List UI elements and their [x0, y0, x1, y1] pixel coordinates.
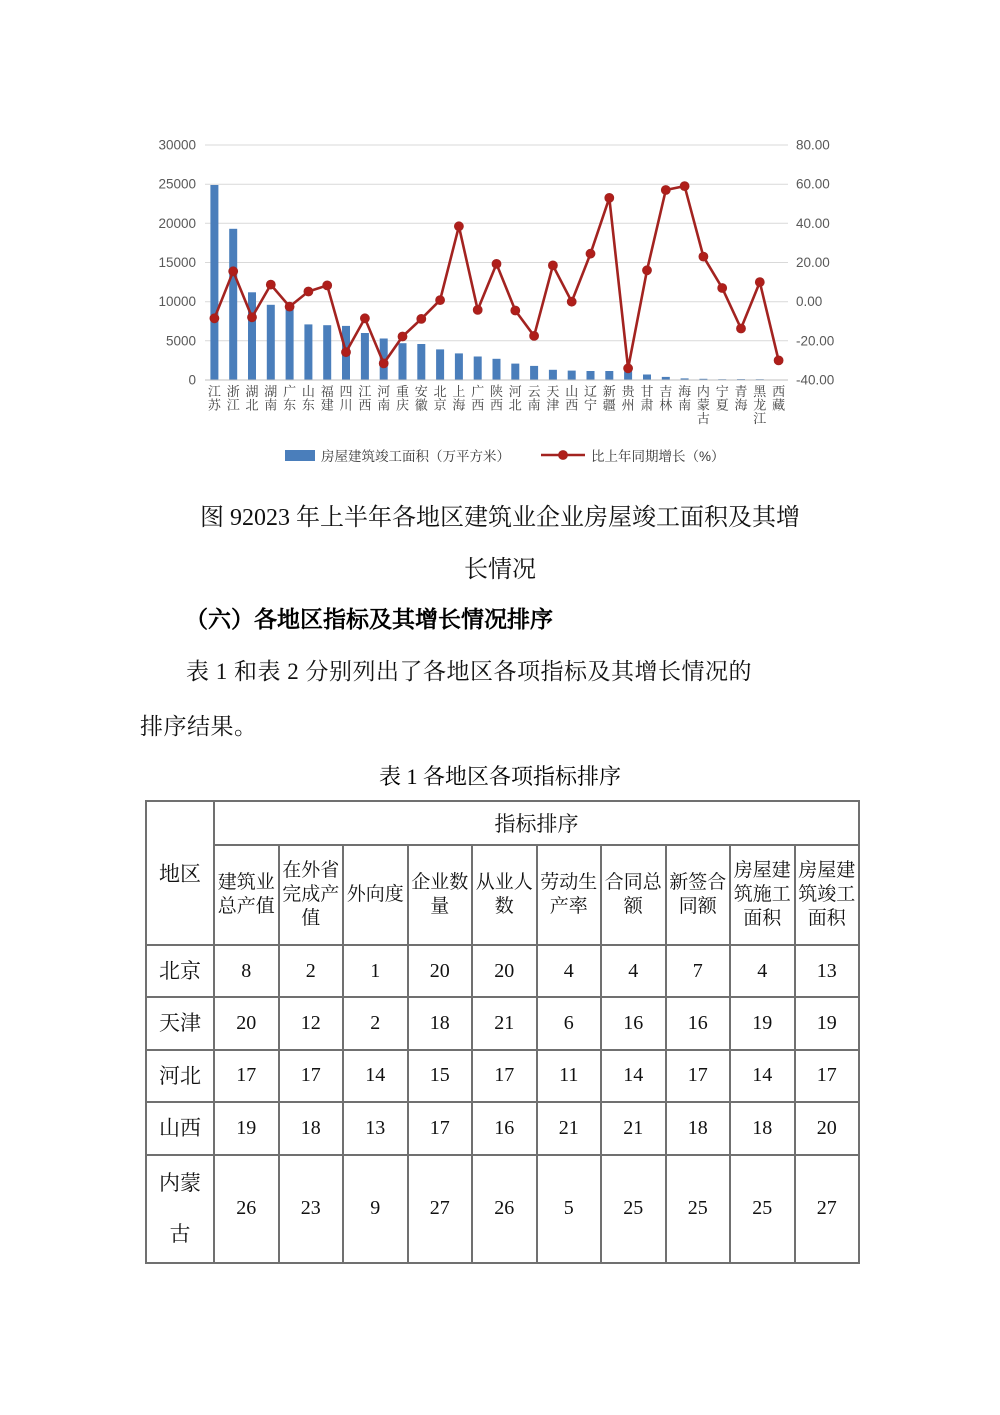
y-axis-left — [158, 138, 196, 388]
bar — [286, 308, 294, 380]
bar — [493, 359, 501, 380]
svg-text:湖南: 湖南 — [264, 384, 278, 413]
growth-marker — [737, 324, 746, 333]
svg-text:80.00: 80.00 — [796, 137, 830, 153]
growth-marker — [323, 281, 332, 290]
rank-value-cell: 17 — [666, 1050, 731, 1102]
svg-text:广西: 广西 — [471, 384, 485, 413]
table-row — [146, 1155, 859, 1263]
bar — [248, 292, 256, 380]
bar — [511, 364, 519, 380]
rank-value-cell: 7 — [666, 945, 731, 997]
svg-text:吉林: 吉林 — [659, 384, 673, 413]
growth-marker — [755, 278, 764, 287]
rank-value-cell: 26 — [472, 1155, 537, 1263]
svg-text:四川: 四川 — [339, 384, 353, 413]
region-column-header: 地区 — [146, 801, 214, 945]
growth-marker — [511, 306, 520, 315]
rank-value-cell: 25 — [730, 1155, 795, 1263]
indicator-header-9: 房屋建筑竣工面积 — [795, 845, 860, 945]
indicator-header-3: 企业数量 — [408, 845, 473, 945]
rank-value-cell: 19 — [795, 997, 860, 1049]
growth-marker — [643, 266, 652, 275]
indicator-header-4: 从业人数 — [472, 845, 537, 945]
rank-value-cell: 20 — [795, 1102, 860, 1154]
ranking-table-body — [146, 945, 859, 1263]
rank-value-cell: 20 — [214, 997, 279, 1049]
growth-marker — [248, 313, 257, 322]
rank-value-cell: 14 — [601, 1050, 666, 1102]
svg-text:10000: 10000 — [158, 294, 196, 310]
rank-value-cell: 4 — [601, 945, 666, 997]
region-cell: 河北 — [146, 1050, 214, 1102]
rank-value-cell: 21 — [472, 997, 537, 1049]
svg-text:甘肃: 甘肃 — [640, 384, 654, 413]
svg-text:宁夏: 宁夏 — [715, 384, 729, 413]
svg-text:60.00: 60.00 — [796, 176, 830, 192]
growth-line-markers — [210, 182, 783, 373]
rank-value-cell: 9 — [343, 1155, 408, 1263]
rank-value-cell: 17 — [408, 1102, 473, 1154]
svg-text:陕西: 陕西 — [489, 384, 504, 413]
svg-text:安徽: 安徽 — [414, 384, 428, 413]
growth-marker — [361, 314, 370, 323]
rank-value-cell: 14 — [730, 1050, 795, 1102]
growth-marker — [342, 348, 351, 357]
svg-text:天津: 天津 — [546, 384, 560, 413]
growth-marker — [455, 222, 464, 231]
rank-value-cell: 25 — [666, 1155, 731, 1263]
rank-value-cell: 1 — [343, 945, 408, 997]
region-cell: 天津 — [146, 997, 214, 1049]
figure-caption-line2: 长情况 — [464, 557, 536, 583]
indicator-header-2: 外向度 — [343, 845, 408, 945]
rank-value-cell: 13 — [795, 945, 860, 997]
rank-value-cell: 21 — [601, 1102, 666, 1154]
rank-value-cell: 16 — [472, 1102, 537, 1154]
bar — [605, 371, 613, 380]
chart-canvas — [133, 128, 848, 478]
svg-text:江苏: 江苏 — [207, 384, 221, 413]
table-row — [146, 945, 859, 997]
legend-bar-swatch — [285, 450, 315, 461]
figure-caption-line1: 图 92023 年上半年各地区建筑业企业房屋竣工面积及其增 — [200, 505, 800, 531]
region-cell: 山西 — [146, 1102, 214, 1154]
rank-value-cell: 19 — [214, 1102, 279, 1154]
paragraph-line2: 排序结果。 — [140, 714, 258, 739]
growth-marker — [210, 314, 219, 323]
bar — [568, 371, 576, 380]
svg-text:30000: 30000 — [158, 137, 196, 153]
legend-bar-label: 房屋建筑竣工面积（万平方米） — [321, 449, 510, 464]
indicator-header-7: 新签合同额 — [666, 845, 731, 945]
region-cell: 内蒙古 — [146, 1155, 214, 1263]
growth-marker — [304, 287, 313, 296]
ranking-table-head — [146, 801, 859, 945]
table-row — [146, 1102, 859, 1154]
svg-text:-20.00: -20.00 — [796, 333, 835, 349]
chart-legend — [285, 448, 725, 464]
growth-marker — [398, 332, 407, 341]
svg-text:新疆: 新疆 — [602, 384, 616, 413]
svg-text:浙江: 浙江 — [226, 384, 240, 413]
svg-text:上海: 上海 — [452, 384, 466, 413]
rank-value-cell: 17 — [279, 1050, 344, 1102]
bar — [549, 370, 557, 380]
growth-marker — [774, 356, 783, 365]
growth-marker — [266, 280, 275, 289]
svg-text:西藏: 西藏 — [772, 384, 786, 413]
svg-text:山东: 山东 — [301, 384, 315, 413]
growth-marker — [417, 315, 426, 324]
growth-marker — [379, 359, 388, 368]
rank-value-cell: 2 — [279, 945, 344, 997]
svg-text:山西: 山西 — [565, 384, 579, 413]
legend-line-marker — [559, 451, 568, 460]
legend-line-label: 比上年同期增长（%） — [591, 449, 725, 464]
rank-value-cell: 21 — [537, 1102, 602, 1154]
rank-value-cell: 17 — [795, 1050, 860, 1102]
rank-value-cell: 8 — [214, 945, 279, 997]
growth-marker — [699, 252, 708, 261]
growth-marker — [624, 364, 633, 373]
rank-value-cell: 20 — [408, 945, 473, 997]
growth-marker — [436, 296, 445, 305]
growth-marker — [530, 332, 539, 341]
rank-value-cell: 11 — [537, 1050, 602, 1102]
indicator-group-header: 指标排序 — [214, 801, 859, 845]
region-cell: 北京 — [146, 945, 214, 997]
svg-text:15000: 15000 — [158, 255, 196, 270]
svg-text:湖北: 湖北 — [245, 384, 259, 413]
indicator-header-6: 合同总额 — [601, 845, 666, 945]
bar — [587, 371, 595, 380]
svg-text:40.00: 40.00 — [796, 215, 830, 231]
rank-value-cell: 2 — [343, 997, 408, 1049]
rank-value-cell: 14 — [343, 1050, 408, 1102]
ranking-table — [145, 800, 860, 1264]
svg-text:20.00: 20.00 — [796, 255, 830, 270]
table-title: 表 1 各地区各项指标排序 — [378, 764, 621, 789]
svg-text:0: 0 — [188, 372, 196, 388]
rank-value-cell: 26 — [214, 1155, 279, 1263]
svg-text:内蒙古: 内蒙古 — [696, 384, 710, 426]
indicator-header-0: 建筑业总产值 — [214, 845, 279, 945]
rank-value-cell: 15 — [408, 1050, 473, 1102]
rank-value-cell: 16 — [666, 997, 731, 1049]
rank-value-cell: 4 — [537, 945, 602, 997]
growth-marker — [680, 182, 689, 191]
bar — [474, 357, 482, 381]
bar — [643, 375, 651, 381]
rank-value-cell: 4 — [730, 945, 795, 997]
indicator-header-5: 劳动生产率 — [537, 845, 602, 945]
svg-text:黑龙江: 黑龙江 — [753, 384, 767, 426]
bar-series — [210, 185, 782, 380]
svg-text:重庆: 重庆 — [395, 384, 410, 413]
paragraph-line1: 表 1 和表 2 分别列出了各地区各项指标及其增长情况的 — [186, 659, 752, 684]
svg-text:江西: 江西 — [358, 384, 372, 413]
rank-value-cell: 18 — [408, 997, 473, 1049]
rank-value-cell: 13 — [343, 1102, 408, 1154]
svg-text:河北: 河北 — [508, 384, 522, 413]
bar — [436, 349, 444, 380]
x-axis-labels — [208, 384, 785, 426]
growth-marker — [586, 249, 595, 258]
completion-area-combo-chart — [133, 128, 848, 478]
svg-text:云南: 云南 — [527, 384, 541, 413]
rank-value-cell: 18 — [279, 1102, 344, 1154]
svg-text:海南: 海南 — [678, 384, 692, 413]
bar — [210, 185, 218, 380]
svg-text:20000: 20000 — [158, 215, 196, 231]
svg-text:青海: 青海 — [734, 384, 748, 413]
rank-value-cell: 18 — [666, 1102, 731, 1154]
svg-text:-40.00: -40.00 — [796, 372, 835, 388]
svg-text:河南: 河南 — [377, 384, 391, 413]
growth-marker — [492, 260, 501, 269]
indicator-header-8: 房屋建筑施工面积 — [730, 845, 795, 945]
bar — [399, 343, 407, 380]
svg-text:0.00: 0.00 — [796, 294, 823, 310]
indicator-header-1: 在外省完成产值 — [279, 845, 344, 945]
rank-value-cell: 16 — [601, 997, 666, 1049]
bar — [304, 324, 312, 380]
svg-text:福建: 福建 — [320, 384, 334, 413]
svg-text:贵州: 贵州 — [621, 384, 635, 413]
y-axis-right — [796, 138, 834, 388]
bar — [229, 229, 237, 380]
section-heading: （六）各地区指标及其增长情况排序 — [185, 607, 553, 632]
bar — [361, 333, 369, 380]
growth-marker — [605, 194, 614, 203]
svg-text:辽宁: 辽宁 — [583, 384, 598, 413]
growth-marker — [718, 284, 727, 293]
growth-marker — [567, 297, 576, 306]
figure-caption — [110, 498, 890, 602]
rank-value-cell: 19 — [730, 997, 795, 1049]
rank-value-cell: 12 — [279, 997, 344, 1049]
rank-value-cell: 27 — [795, 1155, 860, 1263]
rank-value-cell: 25 — [601, 1155, 666, 1263]
growth-marker — [229, 267, 238, 276]
rank-value-cell: 6 — [537, 997, 602, 1049]
svg-text:广东: 广东 — [283, 384, 297, 413]
bar — [417, 344, 425, 380]
rank-value-cell: 18 — [730, 1102, 795, 1154]
growth-marker — [661, 186, 670, 195]
bar — [267, 305, 275, 380]
svg-text:5000: 5000 — [165, 333, 196, 349]
table-row — [146, 1050, 859, 1102]
bar — [530, 366, 538, 380]
bar — [455, 353, 463, 380]
growth-marker — [473, 306, 482, 315]
rank-value-cell: 27 — [408, 1155, 473, 1263]
growth-marker — [549, 261, 558, 270]
bar — [323, 325, 331, 380]
rank-value-cell: 20 — [472, 945, 537, 997]
rank-value-cell: 5 — [537, 1155, 602, 1263]
growth-marker — [285, 302, 294, 311]
svg-text:25000: 25000 — [158, 176, 196, 192]
table-row — [146, 997, 859, 1049]
rank-value-cell: 23 — [279, 1155, 344, 1263]
rank-value-cell: 17 — [214, 1050, 279, 1102]
svg-text:北京: 北京 — [433, 384, 447, 413]
rank-value-cell: 17 — [472, 1050, 537, 1102]
